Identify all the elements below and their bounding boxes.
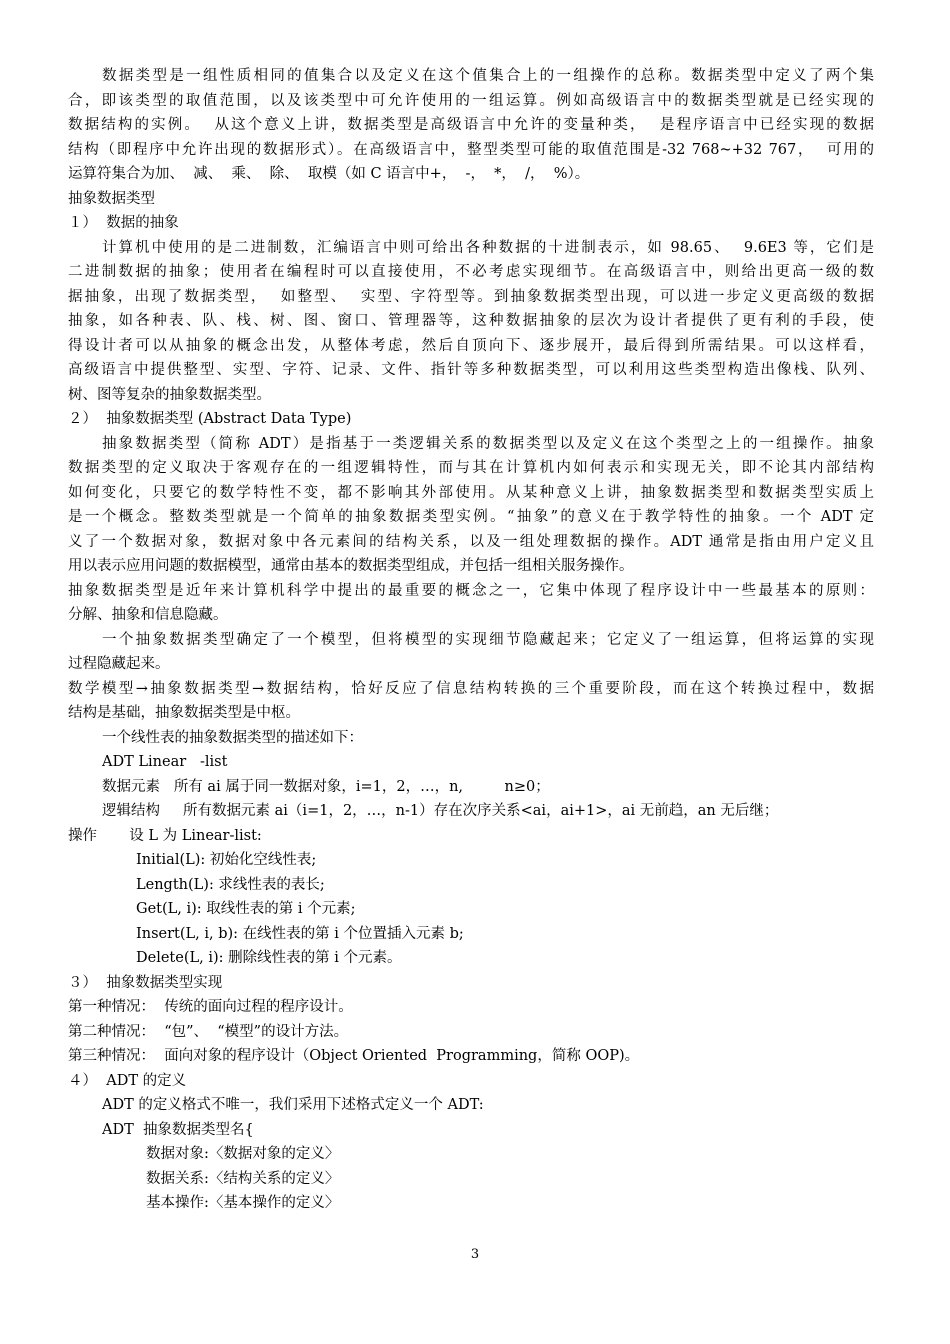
- text-line: ADT Linear -list: [102, 754, 228, 770]
- text-line: ADT 抽象数据类型名{: [102, 1121, 254, 1138]
- text-line: 过程隐藏起来。: [68, 656, 170, 672]
- text-line: 数据结构的实例。 从这个意义上讲，数据类型是高级语言中允许的变量种类， 是程序语言中已经实现的数据: [68, 117, 874, 133]
- text-line: 第二种情况： “包”、 “模型”的设计方法。: [68, 1023, 349, 1040]
- text-line: 数据对象:〈数据对象的定义〉: [146, 1146, 340, 1162]
- text-line: 用以表示应用问题的数据模型，通常由基本的数据类型组成，并包括一组相关服务操作。: [68, 558, 634, 574]
- text-line: ２） 抽象数据类型 (Abstract Data Type): [68, 411, 352, 427]
- text-line: 义了一个数据对象，数据对象中各元素间的结构关系，以及一组处理数据的操作。ADT 通常是指由用户定义且: [68, 533, 874, 550]
- text-line: 高级语言中提供整型、实型、字符、记录、文件、指针等多种数据类型，可以利用这些类型构造出像栈、队列、: [68, 362, 874, 378]
- text-line: Get(L, i): 取线性表的第 i 个元素;: [136, 901, 356, 917]
- text-line: 抽象数据类型: [68, 190, 155, 207]
- document-body: [68, 64, 874, 1216]
- text-line: Length(L): 求线性表的表长;: [136, 876, 325, 893]
- page-number: 3: [470, 1247, 480, 1262]
- text-line: 一个抽象数据类型确定了一个模型，但将模型的实现细节隐藏起来；它定义了一组运算，但将运算的实现: [102, 631, 874, 648]
- text-line: ADT 的定义格式不唯一，我们采用下述格式定义一个 ADT:: [102, 1097, 484, 1113]
- text-line: 如何变化，只要它的数学特性不变，都不影响其外部使用。从某种意义上讲，抽象数据类型和数据类型实质上: [68, 484, 874, 501]
- text-line: 数据元素 所有 ai 属于同一数据对象，i=1，2，…，n, n≥0；: [102, 778, 550, 795]
- text-line: Initial(L): 初始化空线性表;: [136, 852, 317, 868]
- text-line: 结构是基础，抽象数据类型是中枢。: [68, 705, 300, 721]
- text-line: 运算符集合为加、 减、 乘、 除、 取模（如 C 语言中+， -， *， /， %）。: [68, 166, 590, 182]
- text-line: 树、图等复杂的抽象数据类型。: [68, 386, 271, 403]
- text-line: 基本操作:〈基本操作的定义〉: [146, 1195, 340, 1211]
- text-line: 是一个概念。整数类型就是一个简单的抽象数据类型实例。“抽象”的意义在于教学特性的抽象。一个 ADT 定: [68, 509, 874, 525]
- text-line: 第三种情况： 面向对象的程序设计（Object Oriented Programming，简称 OOP)。: [68, 1048, 640, 1064]
- text-line: １） 数据的抽象: [68, 215, 179, 231]
- text-line: 结构（即程序中允许出现的数据形式）。在高级语言中，整型类型可能的取值范围是-32 768~+32 767， 可用的: [68, 141, 874, 158]
- text-line: 据抽象，出现了数据类型， 如整型、 实型、字符型等。到抽象数据类型出现，可以进一步定义更高级的数据: [68, 288, 874, 305]
- text-line: 计算机中使用的是二进制数，汇编语言中则可给出各种数据的十进制表示，如 98.65、 9.6E3 等，它们是: [102, 239, 874, 256]
- text-line: 操作 设 L 为 Linear-list:: [68, 827, 262, 844]
- text-line: ４） ADT 的定义: [68, 1072, 187, 1089]
- text-line: ３） 抽象数据类型实现: [68, 974, 223, 991]
- text-line: 抽象，如各种表、队、栈、树、图、窗口、管理器等，这种数据抽象的层次为设计者提供了更有利的手段，使: [68, 313, 874, 329]
- text-line: 合，即该类型的取值范围，以及该类型中可允许使用的一组运算。例如高级语言中的数据类型就是已经实现的: [68, 92, 874, 109]
- text-line: 分解、抽象和信息隐藏。: [68, 607, 228, 623]
- text-line: 抽象数据类型是近年来计算机科学中提出的最重要的概念之一，它集中体现了程序设计中一些最基本的原则：: [68, 582, 874, 599]
- text-line: Delete(L, i): 删除线性表的第 i 个元素。: [136, 950, 402, 966]
- text-line: 逻辑结构 所有数据元素 ai（i=1，2，…，n-1）存在次序关系<ai，ai+1>，ai 无前趋，an 无后继；: [102, 803, 779, 819]
- text-line: 数据类型是一组性质相同的值集合以及定义在这个值集合上的一组操作的总称。数据类型中定义了两个集: [102, 68, 874, 84]
- text-line: 抽象数据类型（简称 ADT）是指基于一类逻辑关系的数据类型以及定义在这个类型之上的一组操作。抽象: [102, 435, 874, 452]
- text-line: 数据关系:〈结构关系的定义〉: [146, 1170, 340, 1187]
- text-line: 第一种情况： 传统的面向过程的程序设计。: [68, 999, 353, 1015]
- text-line: 数学模型→抽象数据类型→数据结构，恰好反应了信息结构转换的三个重要阶段，而在这个转换过程中，数据: [68, 680, 874, 697]
- text-line: 数据类型的定义取决于客观存在的一组逻辑特性，而与其在计算机内如何表示和实现无关，即不论其内部结构: [68, 460, 874, 476]
- text-line: 二进制数据的抽象；使用者在编程时可以直接使用，不必考虑实现细节。在高级语言中，则给出更高一级的数: [68, 264, 874, 280]
- text-line: 得设计者可以从抽象的概念出发，从整体考虑，然后自顶向下、逐步展开，最后得到所需结果。可以这样看，: [68, 337, 874, 354]
- text-line: 一个线性表的抽象数据类型的描述如下：: [102, 729, 363, 746]
- text-line: Insert(L, i, b): 在线性表的第 i 个位置插入元素 b;: [136, 925, 464, 942]
